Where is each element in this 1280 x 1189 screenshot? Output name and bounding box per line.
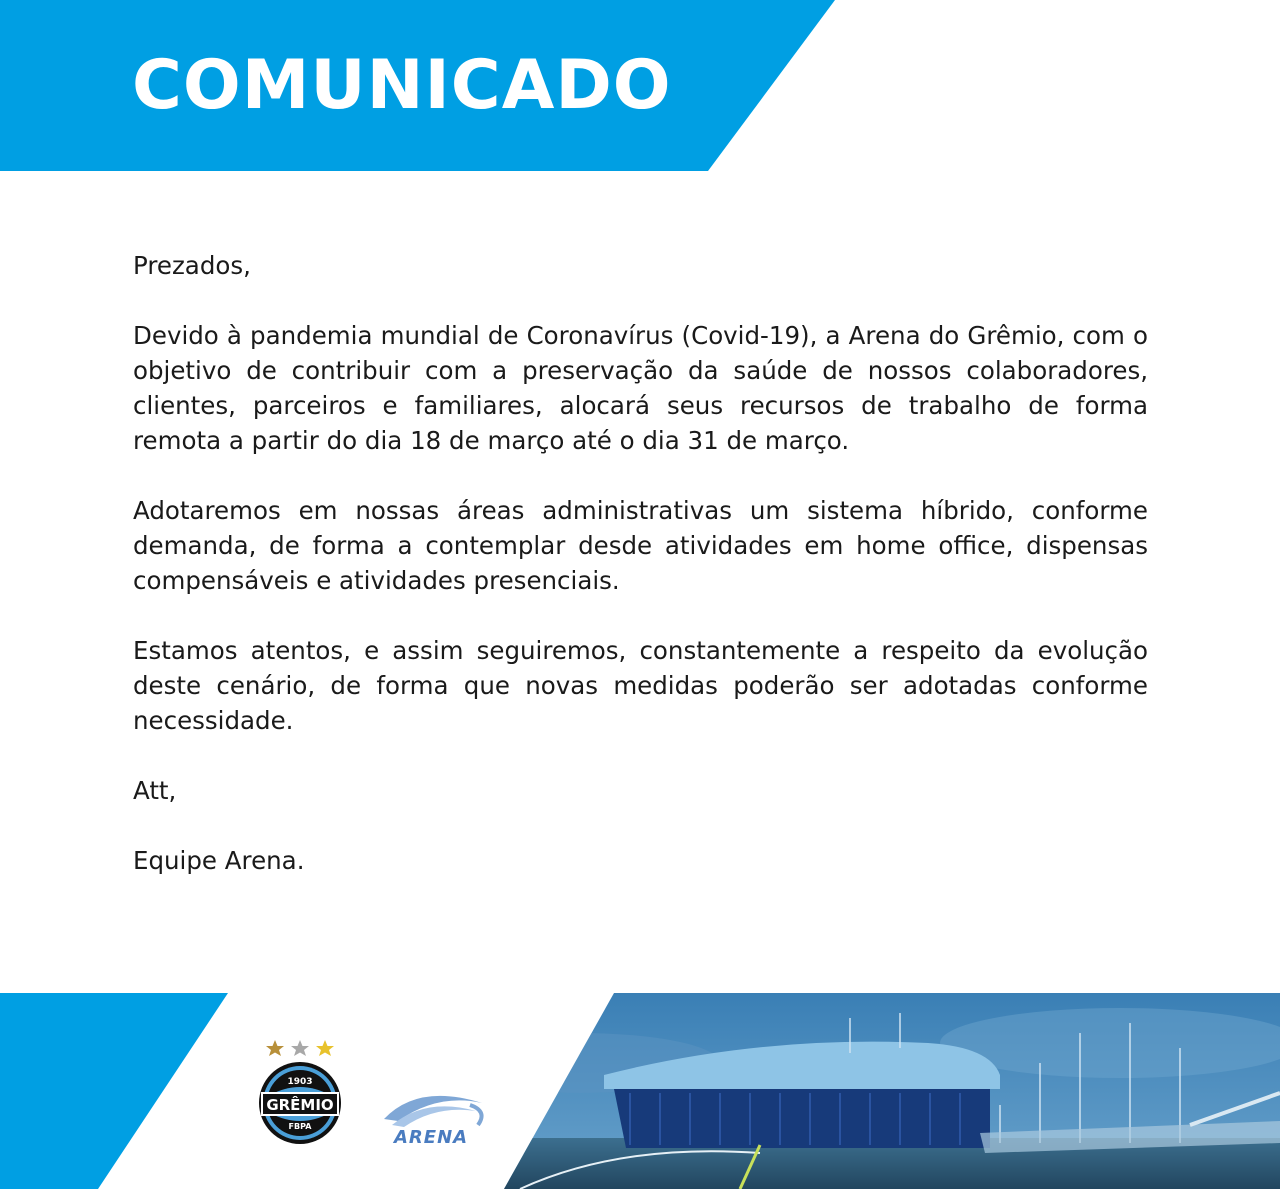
gremio-year: 1903 xyxy=(287,1077,313,1087)
letter-paragraph-1: Devido à pandemia mundial de Coronavírus (Covid-19), a Arena do Grêmio, com o objetivo de contribuir com a preservação da saúde de nossos colaboradores, clientes, parceiros e familiares, alocará seus recursos de trabalho de forma remota a partir do dia 18 de março até o dia 31 de março. xyxy=(133,321,1148,455)
star-silver-icon xyxy=(291,1040,309,1056)
page-title: COMUNICADO xyxy=(132,46,672,125)
letter-greeting: Prezados, xyxy=(133,251,251,280)
letter-body xyxy=(133,248,1148,878)
footer-graphic xyxy=(0,993,1280,1189)
gremio-logo xyxy=(248,1035,352,1145)
stadium-photo xyxy=(440,993,1280,1189)
letter-signature: Equipe Arena. xyxy=(133,846,305,875)
letter-closing: Att, xyxy=(133,776,177,805)
footer-banner xyxy=(0,993,1280,1189)
gremio-abbr: FBPA xyxy=(288,1122,312,1131)
footer-left-stripe xyxy=(0,993,228,1189)
letter-paragraph-3: Estamos atentos, e assim seguiremos, constantemente a respeito da evolução deste cenário, de forma que novas medidas poderão ser adotadas conforme necessidade. xyxy=(133,636,1148,735)
star-yellow-icon xyxy=(316,1040,334,1056)
letter-paragraph-2: Adotaremos em nossas áreas administrativas um sistema híbrido, conforme demanda, de forma a contemplar desde atividades em home office, dispensas compensáveis e atividades presenciais. xyxy=(133,496,1148,595)
star-gold-icon xyxy=(266,1040,284,1056)
gremio-crest xyxy=(248,1035,352,1145)
arena-wordmark: ARENA xyxy=(394,1127,469,1148)
gremio-name: GRÊMIO xyxy=(266,1096,334,1114)
